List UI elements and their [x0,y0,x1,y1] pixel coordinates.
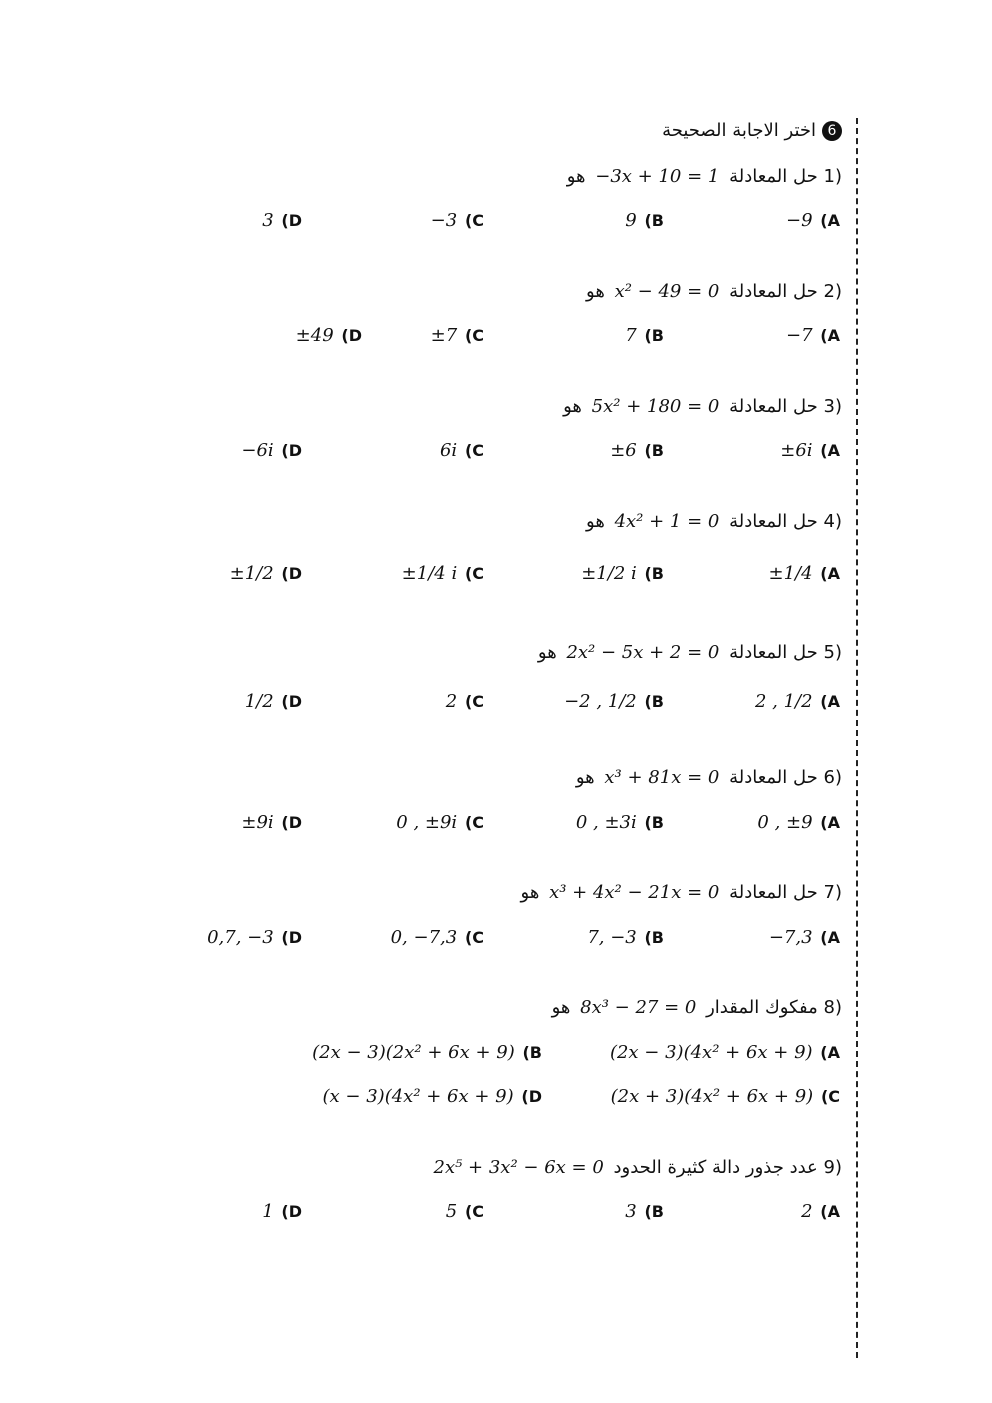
question-number: (3 [823,396,842,417]
option-value: (2x + 3)(4x² + 6x + 9) [610,1086,814,1107]
option-label: (D [281,441,302,460]
option-value: 1 [262,1201,274,1222]
option-c[interactable] [446,1201,484,1222]
option-label: (A [820,441,840,460]
option-value: ±6 [610,440,637,461]
question-suffix: هو [566,166,586,187]
option-value: −9 [786,210,813,231]
question-suffix: هو [537,642,557,663]
option-label: (B [522,1043,542,1062]
option-label: (C [464,813,484,832]
question-number: (9 [823,1157,842,1178]
question-equation: 2x⁵ + 3x² − 6x = 0 [433,1157,604,1178]
option-d[interactable] [241,440,302,461]
option-label: (D [281,813,302,832]
option-value: 7, −3 [587,927,637,948]
option-value: ±49 [295,325,334,346]
option-d[interactable] [296,325,362,346]
option-value: 9 [625,210,637,231]
option-a[interactable] [780,440,840,461]
question-equation: x² − 49 = 0 [614,281,720,302]
question-5 [538,642,842,663]
option-label: (A [820,211,840,230]
option-label: (C [464,326,484,345]
option-b[interactable] [564,691,664,712]
question-equation: 2x² − 5x + 2 = 0 [566,642,720,663]
option-label: (D [281,928,302,947]
option-label: (B [644,1202,664,1221]
question-suffix: هو [563,396,582,417]
option-value: −3 [430,210,458,231]
option-value: ±6i [780,440,813,461]
option-value: 1/2 [244,691,274,712]
option-a[interactable] [769,927,840,948]
question-9 [430,1157,843,1178]
option-label: (B [644,211,664,230]
option-value: 0, −7,3 [390,927,458,948]
question-text: حل المعادلة [729,767,818,788]
option-label: (B [644,813,664,832]
option-b[interactable] [312,1042,542,1063]
option-c[interactable] [440,440,484,461]
option-value: 0 , ±3i [575,812,637,833]
option-d[interactable] [262,1201,302,1222]
option-a[interactable] [786,210,840,231]
option-label: (A [820,564,840,583]
option-a[interactable] [769,563,841,584]
option-value: 2 [445,691,458,712]
question-number: (4 [823,511,842,532]
question-suffix: هو [551,997,571,1018]
question-equation: x³ + 4x² − 21x = 0 [549,882,720,903]
option-label: (B [644,326,664,345]
section-title [662,120,842,141]
option-label: (D [281,211,302,230]
question-equation: 4x² + 1 = 0 [614,511,720,532]
option-value: −6i [241,440,274,461]
option-value: ±9i [241,812,274,833]
question-text: حل المعادلة [729,396,818,417]
question-text: حل المعادلة [729,642,818,663]
option-d[interactable] [241,812,302,833]
question-text: عدد جذور دالة كثيرة الحدود [613,1157,818,1178]
option-c[interactable] [391,927,484,948]
option-value: ±7 [430,325,458,346]
question-3 [563,396,842,417]
question-number: (7 [823,882,842,903]
option-b[interactable] [610,440,664,461]
option-c[interactable] [396,812,484,833]
option-label: (B [644,928,664,947]
option-c[interactable] [446,691,484,712]
section-title-text: اختر الاجابة الصحيحة [662,120,816,141]
option-b[interactable] [587,927,664,948]
question-number: (1 [823,166,842,187]
question-equation: 5x² + 180 = 0 [591,396,720,417]
option-value: 0 , ±9 [757,812,813,833]
option-label: (D [281,1202,302,1221]
option-value: ±1/2 [229,563,274,584]
question-number: (2 [823,281,842,302]
option-label: (C [464,441,484,460]
option-label: (D [281,564,302,583]
option-label: (A [820,928,840,947]
question-equation: x³ + 81x = 0 [604,767,720,788]
question-text: حل المعادلة [729,511,818,532]
option-label: (C [464,1202,484,1221]
question-text: حل المعادلة [729,166,818,187]
option-value: 0,7, −3 [207,927,274,948]
option-label: (D [341,326,362,345]
question-suffix: هو [575,767,595,788]
question-equation: −3x + 10 = 1 [595,166,720,187]
option-a[interactable] [755,691,840,712]
question-equation: 8x³ − 27 = 0 [580,997,697,1018]
question-4 [586,511,842,532]
option-b[interactable] [625,210,664,231]
option-c[interactable] [431,210,484,231]
option-d[interactable] [230,563,302,584]
option-label: (C [820,1087,840,1106]
option-c[interactable] [402,563,484,584]
option-label: (B [644,564,664,583]
option-label: (C [464,564,484,583]
option-label: (A [820,326,840,345]
option-b[interactable] [581,563,664,584]
option-value: (2x − 3)(4x² + 6x + 9) [609,1042,813,1063]
option-value: −7 [786,325,813,346]
question-text: حل المعادلة [729,281,818,302]
option-value: 6i [439,440,458,461]
option-label: (D [521,1087,542,1106]
option-label: (B [644,441,664,460]
option-value: ±1/2 i [581,563,637,584]
option-value: ±1/4 i [401,563,458,584]
option-value: 3 [625,1201,637,1222]
option-value: 2 , 1/2 [754,691,813,712]
question-text: مفكوك المقدار [706,997,818,1018]
question-suffix: هو [520,882,540,903]
option-label: (A [820,692,840,711]
option-value: −7,3 [768,927,813,948]
option-value: 2 [801,1201,813,1222]
option-d[interactable] [262,210,302,231]
option-a[interactable] [801,1201,840,1222]
option-c[interactable] [611,1086,840,1107]
option-value: 7 [625,325,637,346]
option-label: (C [464,928,484,947]
question-text: حل المعادلة [729,882,818,903]
option-value: 0 , ±9i [396,812,458,833]
option-label: (A [820,1202,840,1221]
option-label: (A [820,813,840,832]
section-number-badge: 6 [822,121,842,141]
option-value: −2 , 1/2 [564,691,637,712]
question-6 [576,767,842,788]
question-2 [586,281,842,302]
option-d[interactable] [207,927,302,948]
question-suffix: هو [586,281,605,302]
question-number: (5 [823,642,842,663]
option-label: (C [464,692,484,711]
option-label: (B [644,692,664,711]
option-b[interactable] [625,1201,664,1222]
question-8 [552,997,842,1018]
question-number: (8 [823,997,842,1018]
option-value: 3 [262,210,274,231]
option-value: (x − 3)(4x² + 6x + 9) [322,1086,514,1107]
option-value: (2x − 3)(2x² + 6x + 9) [312,1042,515,1063]
option-a[interactable] [610,1042,840,1063]
question-suffix: هو [586,511,605,532]
option-a[interactable] [786,325,840,346]
option-label: (C [464,211,484,230]
question-7 [521,882,842,903]
option-label: (A [820,1043,840,1062]
option-d[interactable] [245,691,302,712]
option-b[interactable] [576,812,664,833]
option-label: (D [281,692,302,711]
question-number: (6 [823,767,842,788]
option-a[interactable] [757,812,840,833]
option-b[interactable] [625,325,664,346]
option-value: ±1/4 [768,563,813,584]
cut-line [856,118,858,1358]
option-value: 5 [445,1201,458,1222]
question-1 [567,166,842,187]
option-d[interactable] [323,1086,542,1107]
option-c[interactable] [431,325,484,346]
